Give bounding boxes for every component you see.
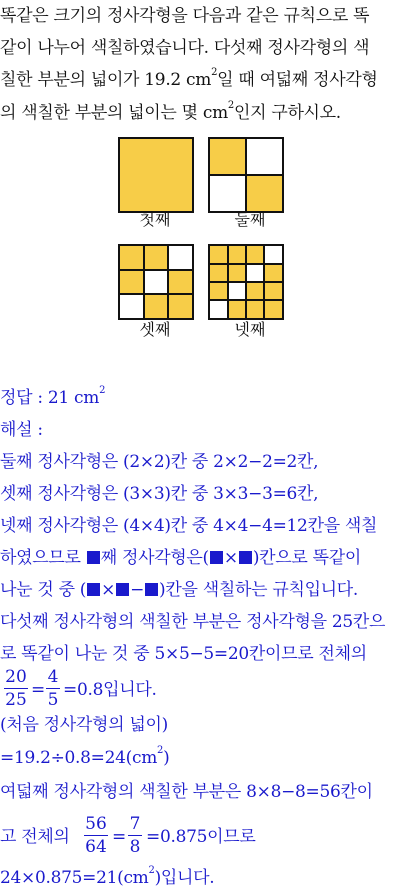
- fraction-numerator: 7: [129, 814, 141, 834]
- explanation-line-10-tail: =0.8입니다.: [63, 680, 157, 700]
- explanation-line-6: [0, 548, 361, 568]
- grid-cell-filled: [120, 246, 144, 270]
- square-placeholder-icon: [116, 583, 129, 596]
- grid-cell-filled: [144, 294, 168, 318]
- square-placeholder-icon: [145, 583, 158, 596]
- grid-cell-empty: [246, 139, 282, 175]
- grid-cell-filled: [144, 246, 168, 270]
- grid-line: [167, 246, 169, 318]
- grid-cell-filled: [120, 270, 144, 294]
- explanation-line-5: 넷째 정사각형은 (4×4)칸 중 4×4−4=12칸을 색칠: [0, 516, 378, 536]
- grid-cell-empty: [228, 282, 246, 300]
- caption-second: 둘째: [234, 210, 266, 229]
- grid-cell-filled: [210, 282, 228, 300]
- grid-cell-empty: [120, 294, 144, 318]
- question-line-4: [0, 100, 341, 123]
- line15-b: )입니다.: [154, 868, 215, 888]
- explanation-line-3: 둘째 정사각형은 (2×2)칸 중 2×2−2=2칸,: [0, 452, 319, 472]
- fraction-20-25: [4, 668, 28, 709]
- grid-cell-filled: [210, 139, 246, 175]
- line12-sup: 2: [157, 745, 164, 757]
- line6-a: 하였으므로: [0, 548, 86, 568]
- explanation-line-15: [0, 865, 215, 888]
- fraction-numerator: 4: [47, 667, 59, 687]
- grid-cell-filled: [246, 300, 264, 318]
- equals-sign-2: =: [112, 827, 126, 847]
- question-line-2: 같이 나누어 색칠하였습니다. 다섯째 정사각형의 색: [0, 38, 370, 58]
- grid-square-3: [118, 244, 194, 320]
- answer-sup: 2: [99, 385, 106, 397]
- line7-b: ×: [101, 580, 116, 600]
- explanation-line-14-tail: =0.875이므로: [146, 827, 256, 847]
- explanation-line-13: 여덟째 정사각형의 색칠한 부분은 8×8−8=56칸이: [0, 782, 373, 802]
- question-line-3-a: 칠한 부분의 넓이가 19.2 cm: [0, 70, 212, 90]
- explanation-line-9: 로 똑같이 나눈 것 중 5×5−5=20칸이므로 전체의: [0, 644, 367, 664]
- explanation-line-11: (처음 정사각형의 넓이): [0, 715, 168, 735]
- line15-sup: 2: [148, 865, 155, 877]
- explanation-line-12: [0, 745, 170, 768]
- square-placeholder-icon: [210, 551, 223, 564]
- fraction-denominator: 5: [47, 690, 59, 710]
- fraction-denominator: 64: [85, 837, 107, 857]
- fraction-numerator: 20: [5, 667, 27, 687]
- fraction-bar: [4, 688, 28, 689]
- grid-line: [120, 293, 192, 295]
- grid-square-2: [208, 137, 284, 213]
- explanation-line-14-head: 고 전체의: [0, 827, 70, 847]
- answer-text: 정답 : 21 cm: [0, 388, 100, 408]
- grid-square-4: [208, 244, 284, 320]
- grid-line: [210, 174, 282, 176]
- grid-square-1: [118, 137, 194, 213]
- square-placeholder-icon: [239, 551, 252, 564]
- grid-cell-empty: [246, 264, 264, 282]
- question-line-1: 똑같은 크기의 정사각형을 다음과 같은 규칙으로 똑: [0, 6, 370, 26]
- grid-cell-filled: [168, 270, 192, 294]
- fraction-bar: [46, 688, 60, 689]
- grid-cell-filled: [168, 294, 192, 318]
- grid-cell-empty: [168, 246, 192, 270]
- grid-line: [210, 281, 282, 283]
- line6-b: 째 정사각형은(: [100, 548, 209, 568]
- caption-third: 셋째: [139, 320, 171, 339]
- fraction-numerator: 56: [85, 814, 107, 834]
- fraction-bar: [84, 835, 108, 836]
- grid-cell-filled: [120, 139, 192, 211]
- line7-d: )칸을 색칠하는 규칙입니다.: [159, 580, 359, 600]
- question-line-4-a: 의 색칠한 부분의 넓이는 몇 cm: [0, 103, 228, 123]
- question-line-4-sup: 2: [227, 100, 234, 112]
- line7-c: −: [130, 580, 145, 600]
- grid-cell-filled: [228, 300, 246, 318]
- grid-cell-empty: [264, 246, 282, 264]
- grid-cell-filled: [264, 300, 282, 318]
- caption-first: 첫째: [139, 210, 171, 229]
- grid-cell-filled: [246, 175, 282, 211]
- line12-b: ): [163, 748, 170, 768]
- explanation-line-7: [0, 580, 358, 600]
- grid-cell-filled: [210, 246, 228, 264]
- line6-c: ×: [223, 548, 238, 568]
- grid-cell-filled: [228, 246, 246, 264]
- line12-a: =19.2÷0.8=24(cm: [0, 748, 158, 768]
- grid-cell-empty: [210, 175, 246, 211]
- fraction-7-8: [128, 815, 142, 856]
- question-line-3-sup: 2: [211, 67, 218, 79]
- line6-d: )칸으로 똑같이: [252, 548, 362, 568]
- grid-cell-filled: [264, 282, 282, 300]
- explanation-line-8: 다섯째 정사각형의 색칠한 부분은 정사각형을 25칸으: [0, 612, 386, 632]
- question-line-3: [0, 67, 378, 90]
- grid-cell-filled: [210, 264, 228, 282]
- grid-cell-filled: [246, 282, 264, 300]
- fraction-bar: [128, 835, 142, 836]
- grid-cell-empty: [144, 270, 168, 294]
- square-placeholder-icon: [87, 583, 100, 596]
- square-placeholder-icon: [87, 551, 100, 564]
- grid-line: [263, 246, 265, 318]
- line7-a: 나눈 것 중 (: [0, 580, 87, 600]
- explanation-heading: 해설 :: [0, 420, 43, 440]
- caption-fourth: 넷째: [234, 320, 266, 339]
- grid-cell-empty: [210, 300, 228, 318]
- line15-a: 24×0.875=21(cm: [0, 868, 149, 888]
- grid-cell-filled: [246, 246, 264, 264]
- fraction-denominator: 8: [129, 837, 141, 857]
- answer-line: [0, 385, 106, 408]
- grid-line: [143, 246, 145, 318]
- grid-cell-filled: [228, 264, 246, 282]
- fraction-4-5: [46, 668, 60, 709]
- grid-line: [210, 299, 282, 301]
- grid-line: [120, 269, 192, 271]
- fraction-56-64: [84, 815, 108, 856]
- grid-cell-filled: [264, 264, 282, 282]
- question-line-4-b: 인지 구하시오.: [233, 103, 341, 123]
- question-line-3-b: 일 때 여덟째 정사각형: [217, 70, 378, 90]
- fraction-denominator: 25: [5, 690, 27, 710]
- explanation-line-4: 셋째 정사각형은 (3×3)칸 중 3×3−3=6칸,: [0, 484, 319, 504]
- equals-sign: =: [31, 680, 45, 700]
